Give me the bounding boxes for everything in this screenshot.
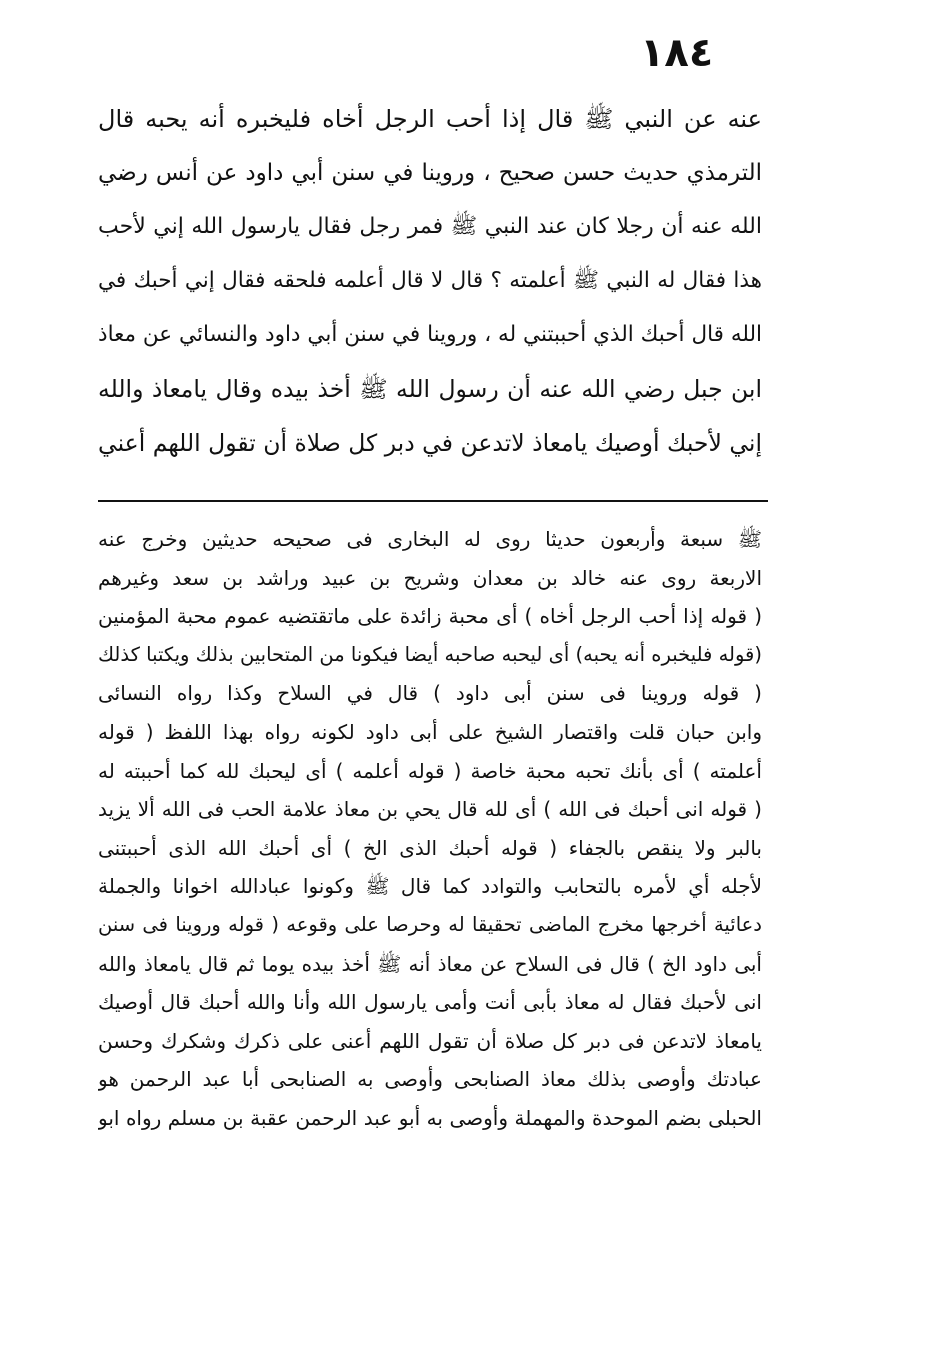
commentary-line: أعلمته ) أى بأنك تحبه محبة خاصة ( قوله أعلمه ) أى ليحبك لله كما أحببته له: [98, 758, 762, 783]
main-text-line: هذا فقال له النبي ﷺ أعلمته ؟ قال لا قال أعلمه فلحقه فقال إني أحبك في: [98, 268, 762, 293]
main-text-line: عنه عن النبي ﷺ قال إذا أحب الرجل أخاه فليخبره أنه يحبه قال: [98, 105, 762, 133]
main-text-line: ابن جبل رضي الله عنه أن رسول الله ﷺ أخذ بيده وقال يامعاذ والله: [98, 375, 762, 403]
page-number: ١٨٤: [640, 30, 714, 76]
commentary-line: (قوله فليخبره أنه يحبه) أى ليحبه صاحبه أيضا فيكونا من المتحابين بذلك ويكتبا كذلك: [98, 642, 762, 666]
commentary-line: يامعاذ لاتدعن فى دبر كل صلاة أن تقول اللهم أعنى على ذكرك وشكرك وحسن: [98, 1028, 762, 1053]
section-divider: [98, 500, 768, 502]
main-text-block: [98, 92, 762, 470]
commentary-block: [98, 520, 762, 1138]
commentary-line: بالبر ولا ينقص بالجفاء ( قوله أحبك الذى الخ ) أى أحبك الله الذى أحببتنى: [98, 835, 762, 860]
commentary-line: دعائية أخرجها مخرج الماضى تحقيقا له وحرصا على وقوعه ( قوله وروينا فى سنن: [98, 912, 762, 936]
main-text-line: الله عنه أن رجلا كان عند النبي ﷺ فمر رجل فقال يارسول الله إني لأحب: [98, 214, 762, 239]
commentary-line: وابن حبان قلت واقتصار الشيخ على أبى داود لكونه رواه بهذا اللفظ ( قوله: [98, 719, 762, 744]
main-text-line: إني لأحبك أوصيك يامعاذ لاتدعن في دبر كل صلاة أن تقول اللهم أعني: [98, 429, 762, 457]
commentary-line: أبى داود الخ ) قال فى السلاح عن معاذ أنه ﷺ أخذ بيده يوما ثم قال يامعاذ والله: [98, 951, 762, 976]
commentary-line: ( قوله إذا أحب الرجل أخاه ) أى محبة زائدة على ماتقتضيه عموم محبة المؤمنين: [98, 604, 762, 629]
main-text-line: الترمذي حديث حسن صحيح ، وروينا في سنن أبي داود عن أنس رضي: [98, 160, 762, 186]
commentary-line: الحبلى بضم الموحدة والمهملة وأوصى به أبو عبد الرحمن عقبة بن مسلم رواه ابو: [98, 1105, 762, 1130]
main-text-line: الله قال أحبك الذي أحببتني له ، وروينا في سنن أبي داود والنسائي عن معاذ: [98, 322, 762, 347]
commentary-line: ( قوله انى أحبك فى الله ) أى لله قال يحي بن معاذ علامة الحب فى الله ألا يزيد: [98, 797, 762, 822]
commentary-line: ( قوله وروينا فى سنن أبى داود ) قال في السلاح وكذا رواه النسائى: [98, 681, 762, 706]
commentary-line: لأجله أي لأمره بالتحابب والتوادد كما قال ﷺ وكونوا عبادالله اخوانا والجملة: [98, 874, 762, 899]
commentary-line: ﷺ سبعة وأربعون حديثا روى له البخارى فى صحيحه حديثين وخرج عنه: [98, 527, 762, 551]
commentary-line: الاربعة روى عنه خالد بن معدان وشريح بن عبيد وراشد بن سعد وغيرهم: [98, 565, 762, 590]
commentary-line: عبادتك وأوصى بذلك معاذ الصنابحى وأوصى به الصنابحى أبا عبد الرحمن هو: [98, 1067, 762, 1092]
commentary-line: انى لأحبك فقال له معاذ بأبى أنت وأمى يارسول الله وأنا والله أحبك قال أوصيك: [98, 990, 762, 1015]
